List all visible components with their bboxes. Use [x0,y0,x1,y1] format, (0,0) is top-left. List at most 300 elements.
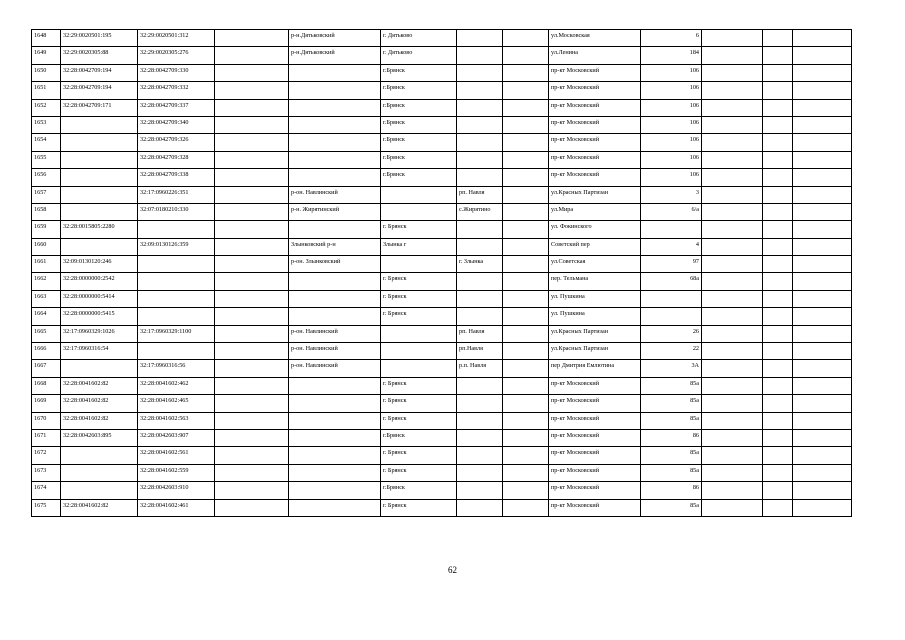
table-cell: 32:29:0020501:195 [61,30,138,47]
table-cell: 32:28:0041602:461 [138,499,215,516]
table-cell: 86 [641,429,702,446]
table-cell [503,134,549,151]
table-cell [138,273,215,290]
table-cell [702,499,763,516]
table-cell: 32:09:0130120:246 [61,256,138,273]
table-cell [503,273,549,290]
table-cell [702,238,763,255]
table-cell [457,238,503,255]
table-cell [702,447,763,464]
table-cell: р-он. Злынковский [289,256,381,273]
table-cell: 106 [641,134,702,151]
table-cell [215,186,289,203]
table-cell: ул. Пушкина [549,308,641,325]
table-cell: г.Брянск [381,482,457,499]
table-cell: 32:28:0042603:910 [138,482,215,499]
table-cell [702,82,763,99]
table-cell: 85а [641,499,702,516]
table-cell [381,325,457,342]
table-cell [793,169,852,186]
table-row [32,30,852,47]
table-cell [641,221,702,238]
table-cell [61,116,138,133]
table-cell [793,186,852,203]
table-cell [763,203,793,220]
table-cell [702,412,763,429]
table-cell: г. Брянск [381,412,457,429]
table-cell [457,447,503,464]
table-cell: г. Брянск [381,395,457,412]
table-cell [793,290,852,307]
table-cell: 1653 [32,116,61,133]
table-cell [793,221,852,238]
table-cell [61,360,138,377]
table-cell [138,221,215,238]
table-cell: пр-кт Московский [549,64,641,81]
table-cell [641,308,702,325]
table-cell: 32:28:0042709:194 [61,64,138,81]
table-cell [763,429,793,446]
table-cell [503,377,549,394]
table-cell: 85а [641,395,702,412]
table-cell [503,395,549,412]
table-cell: г. Брянск [381,273,457,290]
table-cell: 1649 [32,47,61,64]
table-cell: 106 [641,64,702,81]
table-cell [702,429,763,446]
table-cell: ул. Фокинского [549,221,641,238]
table-cell [289,221,381,238]
table-cell [763,151,793,168]
table-cell [763,30,793,47]
table-row [32,273,852,290]
table-cell [793,447,852,464]
table-cell [215,273,289,290]
table-cell [61,464,138,481]
table-cell: 1660 [32,238,61,255]
table-cell: 1656 [32,169,61,186]
table-cell [457,221,503,238]
table-row [32,360,852,377]
table-cell: 32:17:0960329:1026 [61,325,138,342]
table-cell [457,429,503,446]
table-cell [215,82,289,99]
table-cell [457,134,503,151]
page-number: 62 [448,565,457,575]
table-cell [763,499,793,516]
table-cell [503,256,549,273]
table-cell [289,412,381,429]
table-cell: 32:29:0020501:312 [138,30,215,47]
table-cell [793,412,852,429]
table-cell [702,482,763,499]
table-cell: 1658 [32,203,61,220]
table-cell: 1664 [32,308,61,325]
table-cell [702,360,763,377]
table-cell: пр-кт Московский [549,447,641,464]
table-row [32,64,852,81]
table-cell [457,499,503,516]
table-cell [215,412,289,429]
table-cell [503,482,549,499]
table-cell: 32:17:0960329:1100 [138,325,215,342]
table-cell: г.Брянск [381,169,457,186]
table-row [32,203,852,220]
table-row [32,99,852,116]
table-cell [793,395,852,412]
table-cell: 32:29:0020305:276 [138,47,215,64]
table-cell [503,325,549,342]
table-cell [289,464,381,481]
table-cell [457,169,503,186]
table-row [32,256,852,273]
table-row [32,447,852,464]
table-cell: 1663 [32,290,61,307]
table-cell: 32:28:0042709:338 [138,169,215,186]
table-cell: пр-кт Московский [549,464,641,481]
table-cell: 32:17:0960316:54 [61,343,138,360]
table-cell [138,343,215,360]
table-cell: 1659 [32,221,61,238]
table-cell: 32:28:0041602:82 [61,377,138,394]
table-cell [215,482,289,499]
table-cell [793,325,852,342]
table-cell [215,99,289,116]
table-cell: рп. Навля [457,325,503,342]
table-cell [61,151,138,168]
table-cell [763,82,793,99]
table-cell [457,308,503,325]
table-cell [457,273,503,290]
table-cell: ул.Мира [549,203,641,220]
table-row [32,186,852,203]
table-cell [61,482,138,499]
table-cell [215,134,289,151]
table-cell: 32:09:0130126:359 [138,238,215,255]
table-cell: 32:28:0041602:465 [138,395,215,412]
table-cell [702,308,763,325]
table-cell: г. Брянск [381,499,457,516]
table-cell: 4 [641,238,702,255]
table-cell [138,308,215,325]
table-cell [457,64,503,81]
table-cell: 32:28:0042709:194 [61,82,138,99]
table-cell: 85а [641,447,702,464]
table-cell: р-он. Навлинский [289,343,381,360]
table-cell [702,134,763,151]
table-cell [702,464,763,481]
table-cell [702,203,763,220]
table-cell [702,47,763,64]
table-cell [503,308,549,325]
table-cell [763,169,793,186]
table-cell [763,395,793,412]
table-cell: 32:28:0041602:561 [138,447,215,464]
table-cell [215,360,289,377]
table-cell: 1657 [32,186,61,203]
table-cell: 1674 [32,482,61,499]
table-cell: пр-кт Московский [549,499,641,516]
table-cell [763,186,793,203]
table-cell: Советский пер [549,238,641,255]
table-cell: пер Дмитрия Емлютина [549,360,641,377]
table-cell: 32:28:0041602:82 [61,395,138,412]
table-row [32,482,852,499]
table-cell: 32:28:0042603:895 [61,429,138,446]
table-cell: пр-кт Московский [549,82,641,99]
table-cell [503,30,549,47]
table-cell [215,238,289,255]
table-cell [503,412,549,429]
table-cell [215,151,289,168]
table-cell: 32:28:0000000:2542 [61,273,138,290]
table-cell [215,429,289,446]
table-row [32,325,852,342]
table-cell [61,169,138,186]
table-cell [503,499,549,516]
table-cell [215,325,289,342]
table-cell: 32:28:0042709:326 [138,134,215,151]
table-row [32,395,852,412]
table-cell: 106 [641,169,702,186]
table-cell [289,447,381,464]
table-cell: 32:28:0042709:330 [138,64,215,81]
table-cell: 97 [641,256,702,273]
table-cell [702,186,763,203]
table-cell [702,343,763,360]
table-cell [763,47,793,64]
table-cell [763,134,793,151]
table-cell: р-он. Навлинский [289,325,381,342]
table-row [32,412,852,429]
table-cell: 32:28:0042709:328 [138,151,215,168]
table-cell [793,273,852,290]
table-cell: пр-кт Московский [549,169,641,186]
table-cell [289,169,381,186]
table-row [32,238,852,255]
table-cell: г.Брянск [381,82,457,99]
table-cell: 32:28:0041602:82 [61,412,138,429]
table-cell: г. Дятьково [381,30,457,47]
table-cell: ул.Московская [549,30,641,47]
table-cell [763,377,793,394]
table-cell: Злынка г [381,238,457,255]
table-cell [215,203,289,220]
table-cell: рп. Навля [457,186,503,203]
table-cell [503,186,549,203]
table-cell [61,134,138,151]
table-cell: 1670 [32,412,61,429]
table-cell [138,256,215,273]
table-cell: 32:17:0960226:351 [138,186,215,203]
table-cell: г.Брянск [381,151,457,168]
table-cell [215,447,289,464]
table-cell [457,82,503,99]
table-cell: пер. Тельмана [549,273,641,290]
table-cell: 85а [641,377,702,394]
table-cell: г.Брянск [381,429,457,446]
table-cell: 106 [641,99,702,116]
table-row [32,47,852,64]
table-cell [381,203,457,220]
table-cell: 1672 [32,447,61,464]
table-cell [381,186,457,203]
table-cell: 85а [641,412,702,429]
table-cell: 32:29:0020305:88 [61,47,138,64]
table-cell [503,151,549,168]
table-cell: ул.Красных Партизан [549,325,641,342]
table-cell [702,325,763,342]
table-cell: 32:28:0042603:907 [138,429,215,446]
table-cell [763,64,793,81]
table-cell: г.Брянск [381,64,457,81]
table-cell [215,395,289,412]
table-cell [503,429,549,446]
table-cell: пр-кт Московский [549,99,641,116]
table-cell: Злынковский р-н [289,238,381,255]
table-cell: 32:28:0042709:340 [138,116,215,133]
table-cell [763,325,793,342]
table-cell: 32:28:0041602:563 [138,412,215,429]
table-cell: 1662 [32,273,61,290]
table-cell [457,377,503,394]
table-cell [503,99,549,116]
table-body [32,30,852,517]
table-cell [763,290,793,307]
table-cell: 1650 [32,64,61,81]
table-cell: ул. Пушкина [549,290,641,307]
table-cell: г. Брянск [381,447,457,464]
table-cell [503,116,549,133]
table-cell [702,116,763,133]
table-row [32,134,852,151]
table-cell [702,221,763,238]
table-cell [763,412,793,429]
table-cell [702,395,763,412]
table-cell: 3А [641,360,702,377]
data-table [31,29,852,517]
table-cell [289,377,381,394]
table-cell [215,30,289,47]
table-cell: р-н. Жирятинский [289,203,381,220]
table-cell: 106 [641,82,702,99]
table-cell [138,290,215,307]
table-cell [702,30,763,47]
table-cell: 6 [641,30,702,47]
table-cell [793,30,852,47]
table-cell [289,151,381,168]
table-row [32,308,852,325]
table-cell [793,47,852,64]
table-cell [793,99,852,116]
table-cell [793,116,852,133]
table-cell: г.Брянск [381,99,457,116]
table-cell: пр-кт Московский [549,482,641,499]
table-cell: 1648 [32,30,61,47]
table-cell [503,290,549,307]
table-cell: с.Жирятино [457,203,503,220]
table-row [32,116,852,133]
table-cell: г. Брянск [381,290,457,307]
table-cell [289,134,381,151]
table-cell [763,221,793,238]
table-cell [793,308,852,325]
table-row [32,377,852,394]
table-cell: 85а [641,464,702,481]
table-cell: пр-кт Московский [549,412,641,429]
table-cell [381,360,457,377]
table-cell [793,134,852,151]
table-cell [457,482,503,499]
table-cell [763,464,793,481]
table-cell [215,64,289,81]
table-cell [702,99,763,116]
table-cell [457,99,503,116]
table-cell: 32:28:0042709:332 [138,82,215,99]
table-cell [61,203,138,220]
table-cell [457,395,503,412]
table-cell: г. Брянск [381,464,457,481]
table-cell [381,343,457,360]
table-cell: пр-кт Московский [549,377,641,394]
table-cell [457,290,503,307]
table-cell: 184 [641,47,702,64]
table-cell [763,238,793,255]
table-cell [457,30,503,47]
table-cell [702,151,763,168]
table-cell [289,116,381,133]
table-cell [215,499,289,516]
table-cell: 1671 [32,429,61,446]
table-cell: г. Брянск [381,377,457,394]
table-cell: рп.Навля [457,343,503,360]
table-cell [61,238,138,255]
table-cell [215,221,289,238]
table-cell [793,482,852,499]
table-cell [215,464,289,481]
table-cell [289,290,381,307]
table-cell [763,99,793,116]
table-cell: 1661 [32,256,61,273]
table-cell: г.Брянск [381,134,457,151]
table-cell: ул.Ленина [549,47,641,64]
table-cell [641,290,702,307]
table-row [32,499,852,516]
table-cell: 1669 [32,395,61,412]
table-cell [763,360,793,377]
table-cell [289,273,381,290]
table-cell [763,273,793,290]
table-row [32,290,852,307]
table-cell: 1666 [32,343,61,360]
table-cell [503,221,549,238]
table-cell [289,64,381,81]
table-cell: 86 [641,482,702,499]
table-cell: р-он. Навлинский [289,186,381,203]
table-cell [503,82,549,99]
table-cell: 1668 [32,377,61,394]
table-cell [503,360,549,377]
table-cell: 1654 [32,134,61,151]
table-cell: пр-кт Московский [549,151,641,168]
table-cell [793,203,852,220]
table-cell: 1673 [32,464,61,481]
table-cell: 26 [641,325,702,342]
table-cell [215,343,289,360]
table-cell: 106 [641,151,702,168]
table-row [32,151,852,168]
table-cell: р-он. Навлинский [289,360,381,377]
